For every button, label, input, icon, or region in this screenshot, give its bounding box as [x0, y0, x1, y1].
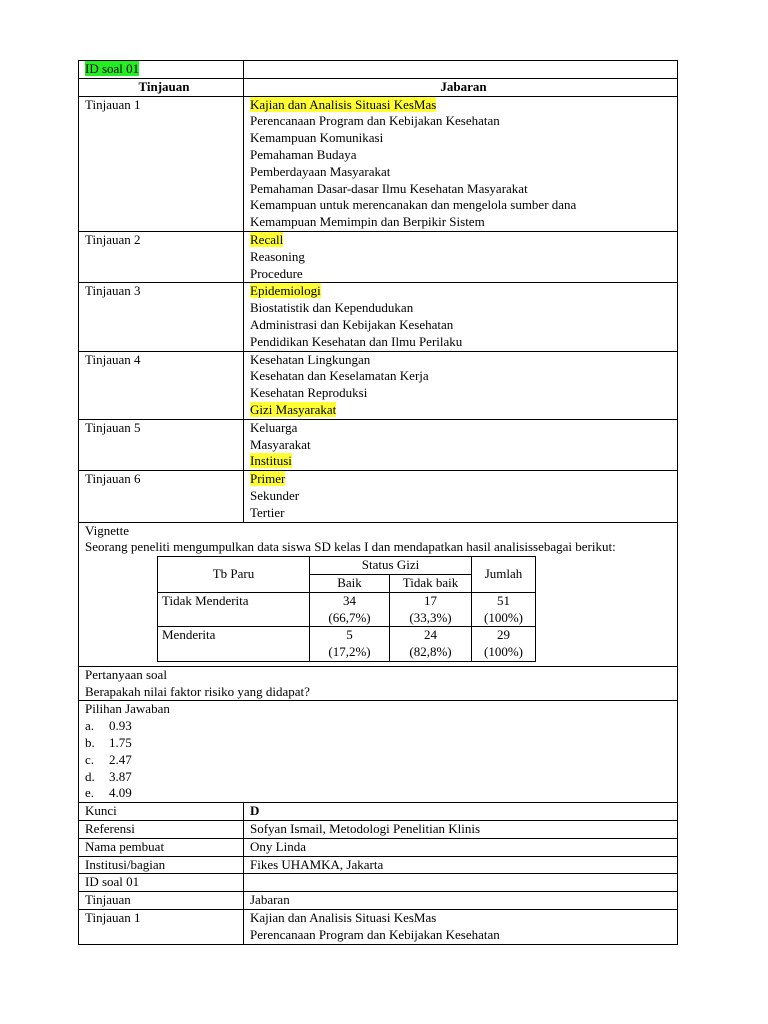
tinjauan-label: Tinjauan 3	[79, 283, 244, 351]
jabaran-item: Masyarakat	[250, 436, 311, 452]
option-key: d.	[85, 768, 95, 784]
jabaran-item: Kemampuan untuk merencanakan dan mengelola sumber dana	[250, 197, 577, 213]
option-value: 4.09	[109, 785, 132, 801]
option-key: a.	[85, 718, 95, 734]
pembuat-row	[79, 838, 678, 856]
baik-count: 34	[343, 592, 356, 608]
vignette-row	[79, 522, 678, 666]
status-gizi-table	[157, 556, 536, 662]
jabaran-item: Kemampuan Komunikasi	[250, 130, 384, 146]
jabaran-item: Perencanaan Program dan Kebijakan Kesehatan	[250, 926, 500, 942]
jabaran-item: Keluarga	[250, 419, 298, 435]
answer-option	[85, 769, 677, 786]
col-tinjauan-header: Tinjauan	[79, 78, 244, 96]
option-value: 0.93	[109, 718, 132, 734]
jabaran-list	[244, 96, 678, 231]
tidak-baik-count: 24	[424, 627, 437, 643]
institusi-row	[79, 856, 678, 874]
baik-header: Baik	[310, 574, 390, 592]
jumlah-percent: (100%)	[484, 609, 523, 625]
row-label: Tidak Menderita	[158, 592, 310, 627]
jabaran-item: Perencanaan Program dan Kebijakan Kesehatan	[250, 113, 500, 129]
option-value: 1.75	[109, 735, 132, 751]
jumlah-count: 29	[497, 627, 510, 643]
jabaran-item: Biostatistik dan Kependudukan	[250, 300, 414, 316]
tinjauan-label: Tinjauan 6	[79, 471, 244, 522]
question-sheet	[78, 60, 678, 945]
col-jabaran-header: Jabaran	[244, 78, 678, 96]
answer-option	[85, 785, 677, 802]
inner-header-row	[158, 557, 536, 575]
jabaran-item: Kajian dan Analisis Situasi KesMas	[250, 910, 437, 926]
jabaran-item: Tertier	[250, 504, 285, 520]
pertanyaan-row	[79, 666, 678, 701]
jabaran-item: Pemahaman Dasar-dasar Ilmu Kesehatan Masyarakat	[250, 180, 528, 196]
jabaran-item: Sekunder	[250, 487, 300, 503]
inner-row-menderita	[158, 627, 536, 662]
tinjauan-row-6	[79, 471, 678, 522]
option-key: e.	[85, 785, 95, 801]
tinjauan-row-5	[79, 419, 678, 470]
tinjauan-row-2	[79, 231, 678, 282]
tinjauan-label: Tinjauan 5	[79, 419, 244, 470]
footer-id-label: ID soal 01	[79, 874, 244, 892]
tidak-baik-header: Tidak baik	[390, 574, 472, 592]
jabaran-item: Pendidikan Kesehatan dan Ilmu Perilaku	[250, 333, 463, 349]
vignette-text: Seorang peneliti mengumpulkan data siswa SD kelas I dan mendapatkan hasil analisissebagai berikut:	[85, 539, 616, 555]
jabaran-item: Kesehatan Lingkungan	[250, 351, 371, 367]
jabaran-item: Primer	[250, 471, 286, 487]
answer-option	[85, 718, 677, 735]
institusi-value: Fikes UHAMKA, Jakarta	[244, 856, 678, 874]
tinjauan-label: Tinjauan 1	[79, 910, 244, 945]
pilihan-label: Pilihan Jawaban	[85, 701, 170, 717]
option-key: c.	[85, 751, 95, 767]
id-row	[79, 61, 678, 79]
jabaran-item: Epidemiologi	[250, 283, 321, 299]
jabaran-list	[244, 351, 678, 419]
jabaran-list	[244, 471, 678, 522]
jabaran-item: Institusi	[250, 453, 292, 469]
jumlah-percent: (100%)	[484, 644, 523, 660]
referensi-value: Sofyan Ismail, Metodologi Penelitian Klinis	[244, 821, 678, 839]
jabaran-item: Kesehatan Reproduksi	[250, 385, 368, 401]
jumlah-count: 51	[497, 592, 510, 608]
jabaran-item: Recall	[250, 231, 284, 247]
pertanyaan-label: Pertanyaan soal	[85, 666, 167, 682]
id-label: ID soal 01	[85, 61, 140, 76]
kunci-row	[79, 803, 678, 821]
status-gizi-header: Status Gizi	[310, 557, 472, 575]
baik-count: 5	[346, 627, 353, 643]
footer-id-row	[79, 874, 678, 892]
jabaran-item: Kesehatan dan Keselamatan Kerja	[250, 368, 429, 384]
jabaran-item: Pemberdayaan Masyarakat	[250, 163, 391, 179]
tinjauan-label: Tinjauan 4	[79, 351, 244, 419]
tinjauan-row-1	[79, 96, 678, 231]
answer-option	[85, 735, 677, 752]
tinjauan-label: Tinjauan 1	[79, 96, 244, 231]
row-label: Menderita	[158, 627, 310, 662]
footer-col-jabaran: Jabaran	[244, 892, 678, 910]
option-value: 2.47	[109, 751, 132, 767]
jabaran-item: Pemahaman Budaya	[250, 146, 357, 162]
meta-label: Kunci	[79, 803, 244, 821]
inner-row-tidak-menderita	[158, 592, 536, 627]
meta-label: Referensi	[79, 821, 244, 839]
baik-percent: (17,2%)	[328, 644, 371, 660]
jabaran-item: Reasoning	[250, 248, 305, 264]
option-value: 3.87	[109, 768, 132, 784]
jabaran-list	[244, 419, 678, 470]
jumlah-header: Jumlah	[472, 557, 536, 593]
vignette-label: Vignette	[85, 522, 129, 538]
jabaran-item: Gizi Masyarakat	[250, 401, 337, 417]
tidak-baik-percent: (82,8%)	[409, 644, 452, 660]
tinjauan-label: Tinjauan 2	[79, 231, 244, 282]
pilihan-row	[79, 701, 678, 803]
tb-paru-header: Tb Paru	[158, 557, 310, 593]
tinjauan-row-4	[79, 351, 678, 419]
footer-col-tinjauan: Tinjauan	[79, 892, 244, 910]
jabaran-list	[244, 910, 678, 945]
footer-header-row	[79, 892, 678, 910]
jabaran-list	[244, 231, 678, 282]
baik-percent: (66,7%)	[328, 609, 371, 625]
tinjauan-row-3	[79, 283, 678, 351]
meta-label: Institusi/bagian	[79, 856, 244, 874]
pertanyaan-text: Berapakah nilai faktor risiko yang didapat?	[85, 683, 310, 699]
tidak-baik-count: 17	[424, 592, 437, 608]
jabaran-list	[244, 283, 678, 351]
option-key: b.	[85, 735, 95, 751]
kunci-value: D	[244, 803, 678, 821]
jabaran-item: Administrasi dan Kebijakan Kesehatan	[250, 316, 454, 332]
jabaran-item: Procedure	[250, 265, 303, 281]
jabaran-item: Kemampuan Memimpin dan Berpikir Sistem	[250, 214, 485, 230]
answer-option	[85, 752, 677, 769]
jabaran-item: Kajian dan Analisis Situasi KesMas	[250, 96, 437, 112]
pembuat-value: Ony Linda	[244, 838, 678, 856]
referensi-row	[79, 821, 678, 839]
footer-tinjauan-row	[79, 910, 678, 945]
header-row	[79, 78, 678, 96]
tidak-baik-percent: (33,3%)	[409, 609, 452, 625]
meta-label: Nama pembuat	[79, 838, 244, 856]
question-table	[78, 60, 678, 945]
